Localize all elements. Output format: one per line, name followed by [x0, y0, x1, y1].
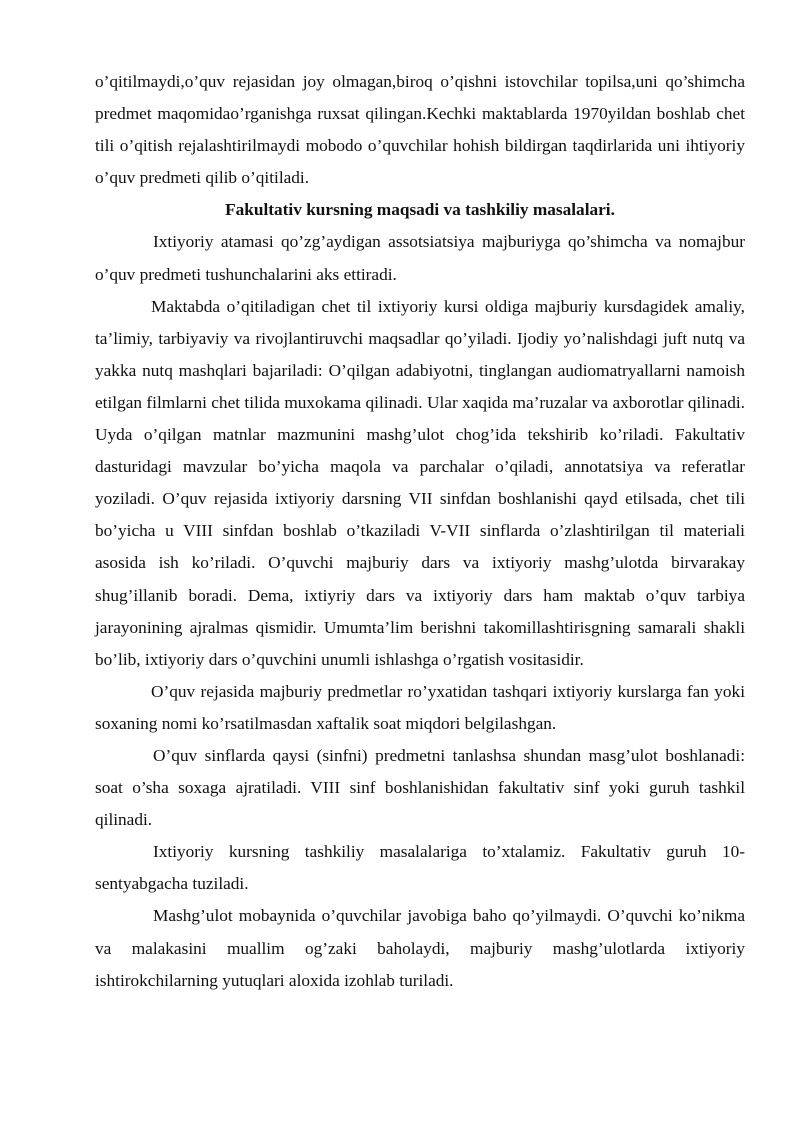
paragraph-curriculum: O’quv rejasida majburiy predmetlar ro’yxatidan tashqari ixtiyoriy kurslarga fan yoki soxaning nomi ko’rsatilmasdan xaftalik soat miqdori belgilashgan.: [95, 681, 745, 733]
document-page: [95, 66, 745, 997]
paragraph-assessment: Mashg’ulot mobaynida o’quvchilar javobiga baho qo’yilmaydi. O’quvchi ko’nikma va malakasini muallim og’zaki baholaydi, majburiy mashg’ulotlarda ixtiyoriy ishtirokchilarning yutuqlari aloxida izohlab turiladi.: [95, 906, 745, 990]
paragraph-goals: Maktabda o’qitiladigan chet til ixtiyoriy kursi oldiga majburiy kursdagidek amaliy, ta’limiy, tarbiyaviy va rivojlantiruvchi maqsadlar qo’yiladi. Ijodiy yo’nalishdagi juft nutq va yakka nutq mashqlari bajariladi: O’qilgan adabiyotni, tinglangan audiomatryallarni namoish etilgan filmlarni chet tilida muxokama qilinadi. Ular xaqida ma’ruzalar va axborotlar qilinadi. Uyda o’qilgan matnlar mazmunini mashg’ulot chog’ida tekshirib ko’riladi. Fakultativ dasturidagi mavzular bo’yicha maqola va parchalar o’qiladi, annotatsiya va referatlar yoziladi. O’quv rejasida ixtiyoriy darsning VII sinfdan boshlanishi qayd etilsada, chet tili bo’yicha u VIII sinfdan boshlab o’tkaziladi V-VII sinflarda o’zlashtirilgan til materiali asosida ish ko’riladi. O’quvchi majburiy dars va ixtiyoriy mashg’ulotda birvarakay shug’illanib boradi. Dema, ixtiyriy dars va ixtiyoriy dars ham maktab o’quv tarbiya jarayonining ajralmas qismidir. Umumta’lim berishni takomillashtirisgning samarali shakli bo’lib, ixtiyoriy dars o’quvchini unumli ishlashga o’rgatish vositasidir.: [95, 296, 745, 669]
paragraph-organization: Ixtiyoriy kursning tashkiliy masalalariga to’xtalamiz. Fakultativ guruh 10-sentyabgacha tuziladi.: [95, 842, 745, 894]
paragraph-definition: Ixtiyoriy atamasi qo’zg’aydigan assotsiatsiya majburiyga qo’shimcha va nomajbur o’quv predmeti tushunchalarini aks ettiradi.: [95, 232, 745, 284]
paragraph-intro: o’qitilmaydi,o’quv rejasidan joy olmagan,biroq o’qishni istovchilar topilsa,uni qo’shimcha predmet maqomidao’rganishga ruxsat qilingan.Kechki maktablarda 1970yildan boshlab chet tili o’qitish rejalashtirilmaydi mobodo o’quvchilar hohish bildirgan taqdirlarida uni ihtiyoriy o’quv predmeti qilib o’qitiladi.: [95, 72, 745, 188]
section-heading: Fakultativ kursning maqsadi va tashkiliy masalalari.: [225, 200, 615, 220]
paragraph-class-choice: O’quv sinflarda qaysi (sinfni) predmetni tanlashsa shundan masg’ulot boshlanadi: soat o’sha soxaga ajratiladi. VIII sinf boshlanishidan fakultativ sinf yoki guruh tashkil qilinadi.: [95, 745, 745, 830]
